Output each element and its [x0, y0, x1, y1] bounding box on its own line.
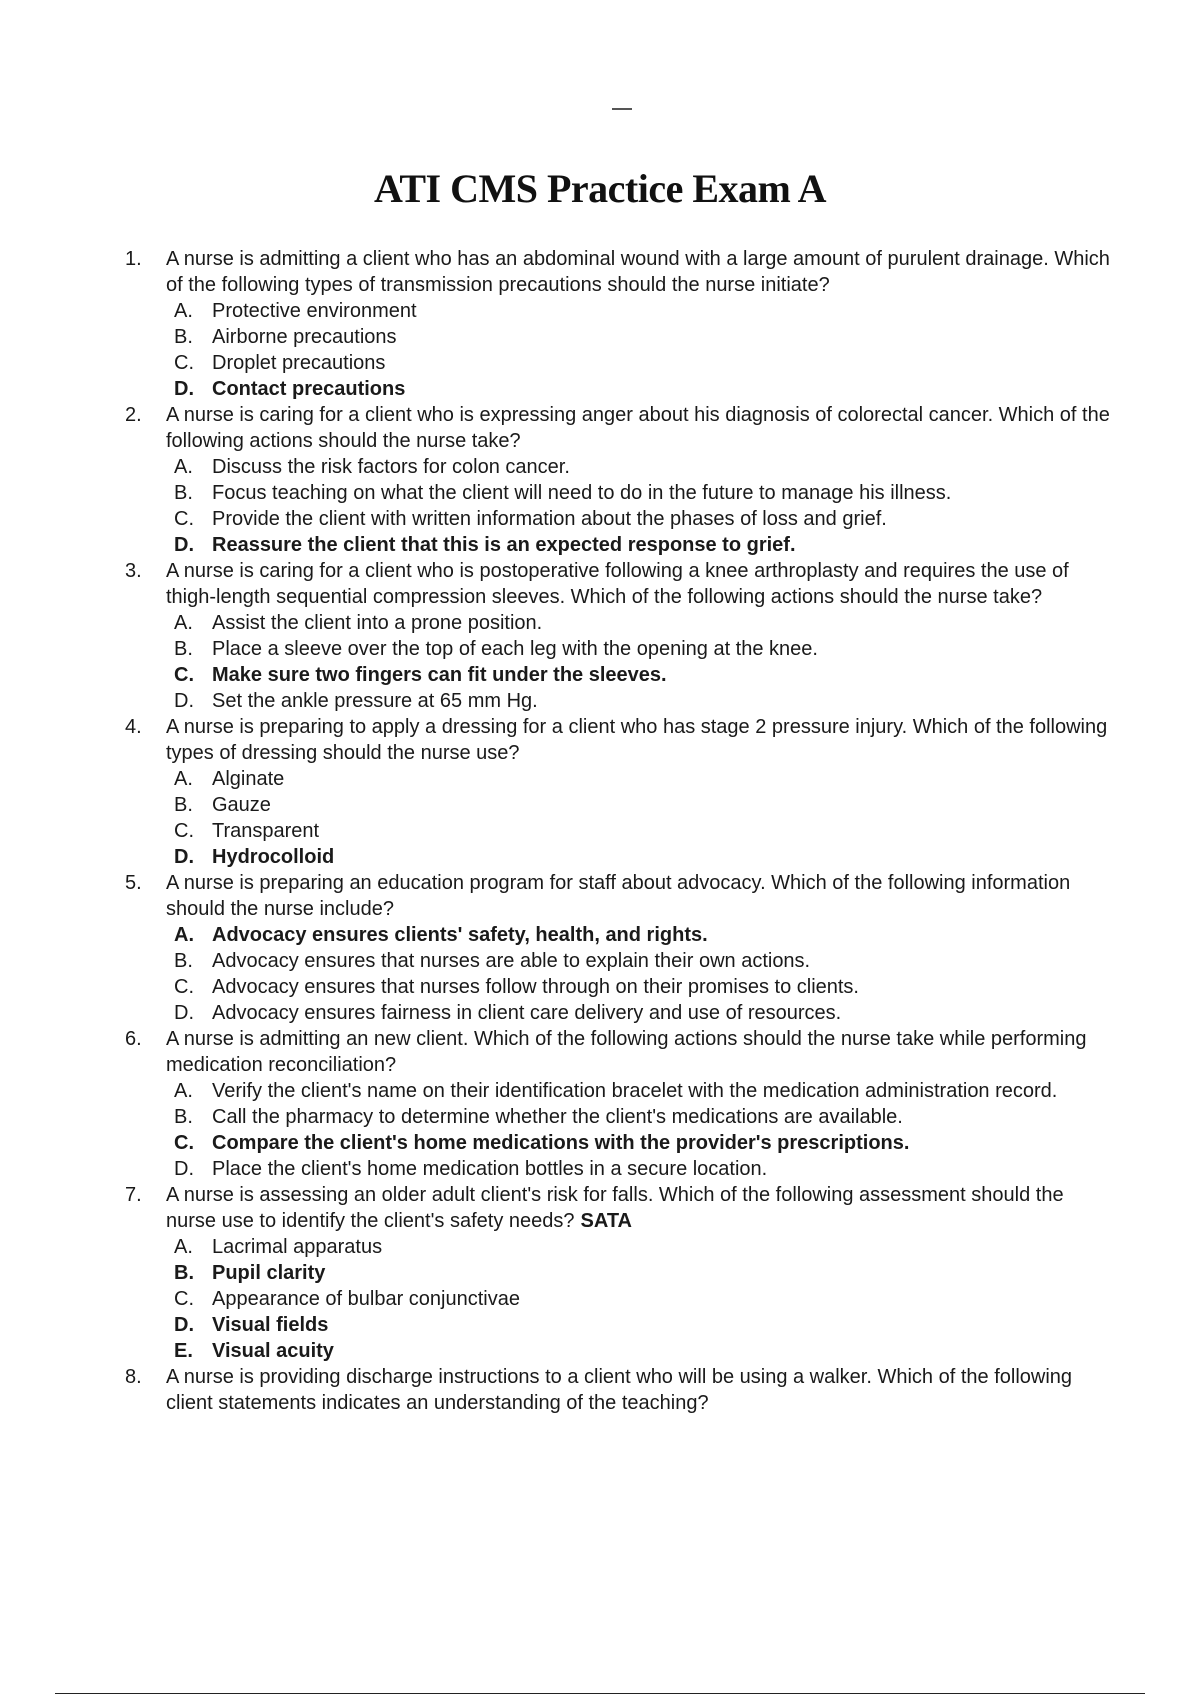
- option-list: [166, 610, 1115, 714]
- option-d-answer: D. Visual fields: [174, 1314, 329, 1336]
- question-stem: A nurse is providing discharge instructions to a client who will be using a walker. Which of the following client statements indicates an understanding of the teaching?: [166, 1366, 1073, 1414]
- question-stem: A nurse is preparing an education program for staff about advocacy. Which of the following information should the nurse include?: [166, 872, 1071, 920]
- option-d: D. Set the ankle pressure at 65 mm Hg.: [174, 690, 538, 712]
- question-number: 5.: [125, 872, 142, 894]
- option-a: A. Protective environment: [174, 300, 417, 322]
- question-4: [125, 714, 1115, 870]
- option-d: D. Advocacy ensures fairness in client care delivery and use of resources.: [174, 1002, 842, 1024]
- sata-label: SATA: [580, 1210, 632, 1232]
- option-c: C. Provide the client with written information about the phases of loss and grief.: [174, 508, 887, 530]
- option-b: B. Call the pharmacy to determine whether the client's medications are available.: [174, 1106, 903, 1128]
- option-b: B. Advocacy ensures that nurses are able to explain their own actions.: [174, 950, 811, 972]
- question-stem: A nurse is preparing to apply a dressing for a client who has stage 2 pressure injury. Which of the following types of dressing should the nurse use?: [166, 716, 1108, 764]
- option-a: A. Discuss the risk factors for colon cancer.: [174, 456, 570, 478]
- question-stem: A nurse is assessing an older adult client's risk for falls. Which of the following assessment should the nurse use to identify the client's safety needs? SATA: [166, 1184, 1064, 1232]
- question-8: [125, 1364, 1115, 1416]
- option-b: B. Airborne precautions: [174, 326, 397, 348]
- option-b: B. Gauze: [174, 794, 271, 816]
- question-stem: A nurse is admitting an new client. Which of the following actions should the nurse take while performing medication reconciliation?: [166, 1028, 1087, 1076]
- option-list: [166, 454, 1115, 558]
- question-number: 2.: [125, 404, 142, 426]
- question-number: 1.: [125, 248, 142, 270]
- question-stem: A nurse is caring for a client who is postoperative following a knee arthroplasty and requires the use of thigh-length sequential compression sleeves. Which of the following actions should the nurse take?: [166, 560, 1069, 608]
- option-list: [166, 298, 1115, 402]
- option-d-answer: D. Hydrocolloid: [174, 846, 335, 868]
- option-a: A. Assist the client into a prone position.: [174, 612, 543, 634]
- option-b: B. Focus teaching on what the client will need to do in the future to manage his illness.: [174, 482, 952, 504]
- option-c: C. Advocacy ensures that nurses follow through on their promises to clients.: [174, 976, 859, 998]
- question-1: [125, 246, 1115, 402]
- option-a: A. Verify the client's name on their identification bracelet with the medication administration record.: [174, 1080, 1058, 1102]
- footer-rule: [55, 1693, 1145, 1694]
- option-d-answer: D. Contact precautions: [174, 378, 406, 400]
- option-a: A. Lacrimal apparatus: [174, 1236, 383, 1258]
- option-list: [166, 1078, 1115, 1182]
- option-d: D. Place the client's home medication bottles in a secure location.: [174, 1158, 768, 1180]
- header-mark: [612, 108, 632, 110]
- option-c-answer: C. Compare the client's home medications with the provider's prescriptions.: [174, 1132, 910, 1154]
- option-list: [166, 1234, 1115, 1364]
- question-stem: A nurse is caring for a client who is expressing anger about his diagnosis of colorectal cancer. Which of the following actions should the nurse take?: [166, 404, 1110, 452]
- option-list: [166, 766, 1115, 870]
- option-d-answer: D. Reassure the client that this is an expected response to grief.: [174, 534, 796, 556]
- option-c-answer: C. Make sure two fingers can fit under the sleeves.: [174, 664, 667, 686]
- question-list: [125, 246, 1115, 1416]
- question-number: 7.: [125, 1184, 142, 1206]
- question-number: 8.: [125, 1366, 142, 1388]
- question-2: [125, 402, 1115, 558]
- option-c: C. Transparent: [174, 820, 320, 842]
- question-stem: A nurse is admitting a client who has an abdominal wound with a large amount of purulent drainage. Which of the following types of transmission precautions should the nurse initiate?: [166, 248, 1110, 296]
- option-c: C. Droplet precautions: [174, 352, 386, 374]
- question-number: 6.: [125, 1028, 142, 1050]
- question-6: [125, 1026, 1115, 1182]
- question-7: [125, 1182, 1115, 1364]
- option-c: C. Appearance of bulbar conjunctivae: [174, 1288, 520, 1310]
- option-a-answer: A. Advocacy ensures clients' safety, health, and rights.: [174, 924, 708, 946]
- question-number: 3.: [125, 560, 142, 582]
- option-e-answer: E. Visual acuity: [174, 1340, 334, 1362]
- question-number: 4.: [125, 716, 142, 738]
- question-5: [125, 870, 1115, 1026]
- page-title: ATI CMS Practice Exam A: [373, 165, 827, 211]
- option-b-answer: B. Pupil clarity: [174, 1262, 326, 1284]
- option-list: [166, 922, 1115, 1026]
- option-a: A. Alginate: [174, 768, 285, 790]
- question-3: [125, 558, 1115, 714]
- option-b: B. Place a sleeve over the top of each leg with the opening at the knee.: [174, 638, 818, 660]
